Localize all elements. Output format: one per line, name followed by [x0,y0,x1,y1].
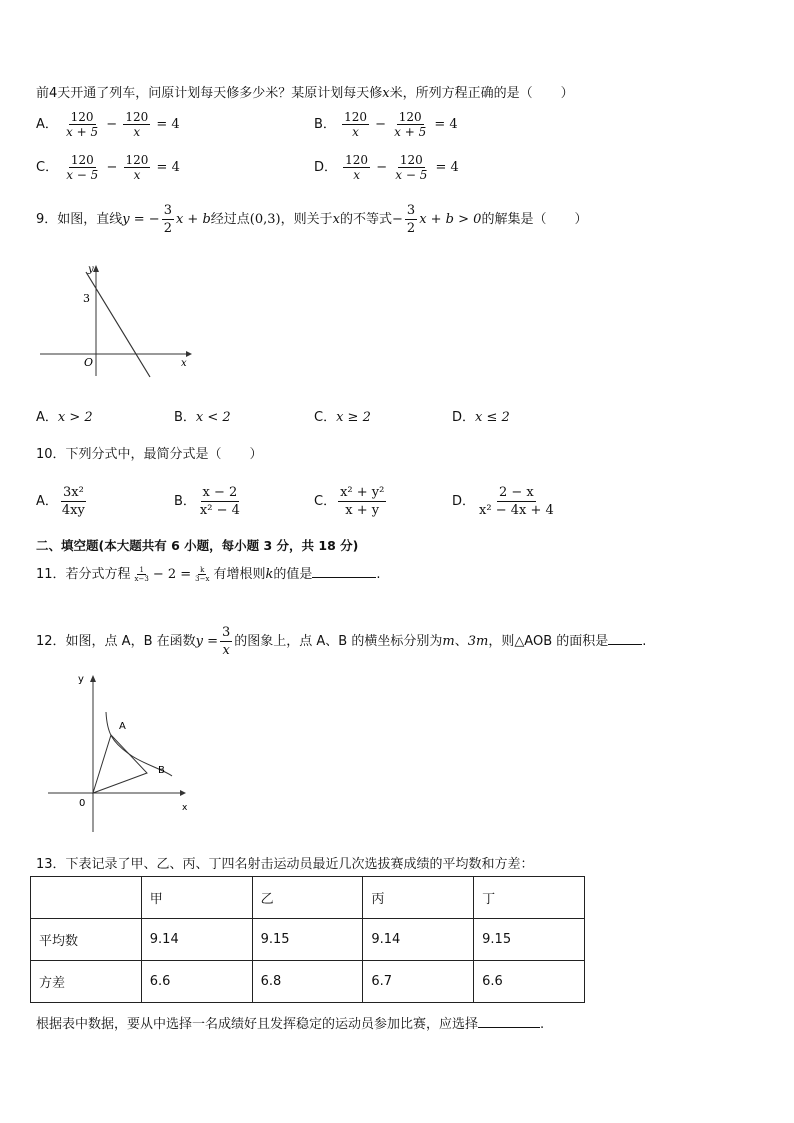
table-cell: 丁 [474,877,585,919]
q10-stem: 10．下列分式中，最简分式是（ ） [36,447,263,462]
table-header-row [31,877,585,919]
q9-option-b[interactable]: B．x < 2 [174,410,231,425]
q8-option-b[interactable]: B． $\frac{120}{x}$ − $\frac{120}{x + 5}$ = 4 [314,110,458,139]
table-cell: 6.6 [474,961,585,1003]
fraction: $\frac{3}{x}$ [222,625,231,658]
fraction: $\frac{120}{x - 5}$ [395,153,428,182]
q9-option-c[interactable]: C．x ≥ 2 [314,410,371,425]
q9-stem: 9．如图，直线y = − $\frac{3}{2}$ x + b经过点(0,3)，则关于x的不等式− $\frac{3}{2}$ x + b > 0的解集是（ ） [36,203,588,236]
table-cell: 方差 [31,961,142,1003]
scores-table [30,876,585,1003]
q9-graph [36,262,196,382]
y-axis-arrow [90,675,96,682]
q11-stem: 11．若分式方程 $\frac{1}{x-3}$ − 2 = $\frac{k}{3-x}$ 有增根则k的值是 . [36,566,381,583]
table-cell: 9.14 [363,919,474,961]
x-label: x [181,358,187,369]
fraction: $\frac{3}{2}$ [163,203,172,236]
table-cell: 6.6 [141,961,252,1003]
q9-option-d[interactable]: D．x ≤ 2 [452,410,510,425]
table-cell: 6.7 [363,961,474,1003]
fraction: $\frac{k}{3-x}$ [195,566,210,583]
fraction: $\frac{120}{x + 5}$ [66,110,99,139]
fraction: $\frac{1}{x-3}$ [134,566,149,583]
table-cell: 9.15 [252,919,363,961]
y-label: y [88,264,94,275]
origin-label: O [84,356,94,369]
table-row [31,919,585,961]
fraction: $\frac{\text{3x²}}{4xy}$ [61,485,85,518]
table-row [31,961,585,1003]
table-cell: 甲 [141,877,252,919]
fraction: $\frac{\text{x² + y²}}{x + y}$ [340,485,385,518]
fraction: $\frac{x - 2}{\text{x² − 4}}$ [199,485,240,518]
answer-blank[interactable] [312,577,376,578]
table-cell: 6.8 [252,961,363,1003]
q9-option-a[interactable]: A．x > 2 [36,410,93,425]
fraction: $\frac{120}{x}$ [345,153,369,182]
table-cell: 乙 [252,877,363,919]
fraction: $\frac{2 - x}{\text{x² − 4x + 4}}$ [479,485,554,518]
table-cell: 9.14 [141,919,252,961]
triangle-aob [93,735,147,793]
answer-blank[interactable] [478,1027,540,1028]
fraction: $\frac{120}{x}$ [125,153,149,182]
point-a-label: A [119,721,126,732]
x-axis-arrow [180,790,186,796]
x-label: x [182,803,188,813]
table-cell: 9.15 [474,919,585,961]
q10-option-b[interactable]: B． $\frac{x - 2}{\text{x² − 4}}$ [174,485,240,518]
table-cell [31,877,142,919]
table-cell: 平均数 [31,919,142,961]
fraction: $\frac{120}{x + 5}$ [394,110,427,139]
q10-option-c[interactable]: C． $\frac{\text{x² + y²}}{x + y}$ [314,485,385,518]
point-b-label: B [158,765,165,776]
answer-blank[interactable] [608,644,642,645]
q8-option-c[interactable]: C． $\frac{120}{x - 5}$ − $\frac{120}{x}$ = 4 [36,153,180,182]
fraction: $\frac{120}{x}$ [344,110,367,139]
fraction: $\frac{120}{x}$ [125,110,149,139]
table-cell: 丙 [363,877,474,919]
q10-option-a[interactable]: A． $\frac{\text{3x²}}{4xy}$ [36,485,85,518]
q12-graph [44,670,194,835]
q12-stem: 12．如图，点 A，B 在函数y = $\frac{3}{x}$ 的图象上，点 A、B 的横坐标分别为m、3m，则△AOB 的面积是 . [36,625,647,658]
tick-label-3: 3 [83,292,90,305]
section-title: 二、填空题(本大题共有 6 小题，每小题 3 分，共 18 分) [36,538,359,553]
fraction: $\frac{120}{x - 5}$ [66,153,99,182]
origin-label: 0 [79,798,86,809]
q13-question: 根据表中数据，要从中选择一名成绩好且发挥稳定的运动员参加比赛，应选择 . [36,1017,545,1032]
y-axis-arrow [93,265,99,272]
fraction: $\frac{3}{2}$ [406,203,416,236]
q13-stem: 13．下表记录了甲、乙、丙、丁四名射击运动员最近几次选拔赛成绩的平均数和方差： [36,857,534,872]
x-axis-arrow [186,351,192,357]
q8-stem: 前4天开通了列车，问原计划每天修多少米？某原计划每天修x米，所列方程正确的是（ ） [36,86,574,101]
q8-option-a[interactable]: A． $\frac{120}{x + 5}$ − $\frac{120}{x}$ = 4 [36,110,180,139]
y-label: y [78,674,84,685]
q10-option-d[interactable]: D． $\frac{2 - x}{\text{x² − 4x + 4}}$ [452,485,554,518]
q8-option-d[interactable]: D． $\frac{120}{x}$ − $\frac{120}{x - 5}$ = 4 [314,153,459,182]
